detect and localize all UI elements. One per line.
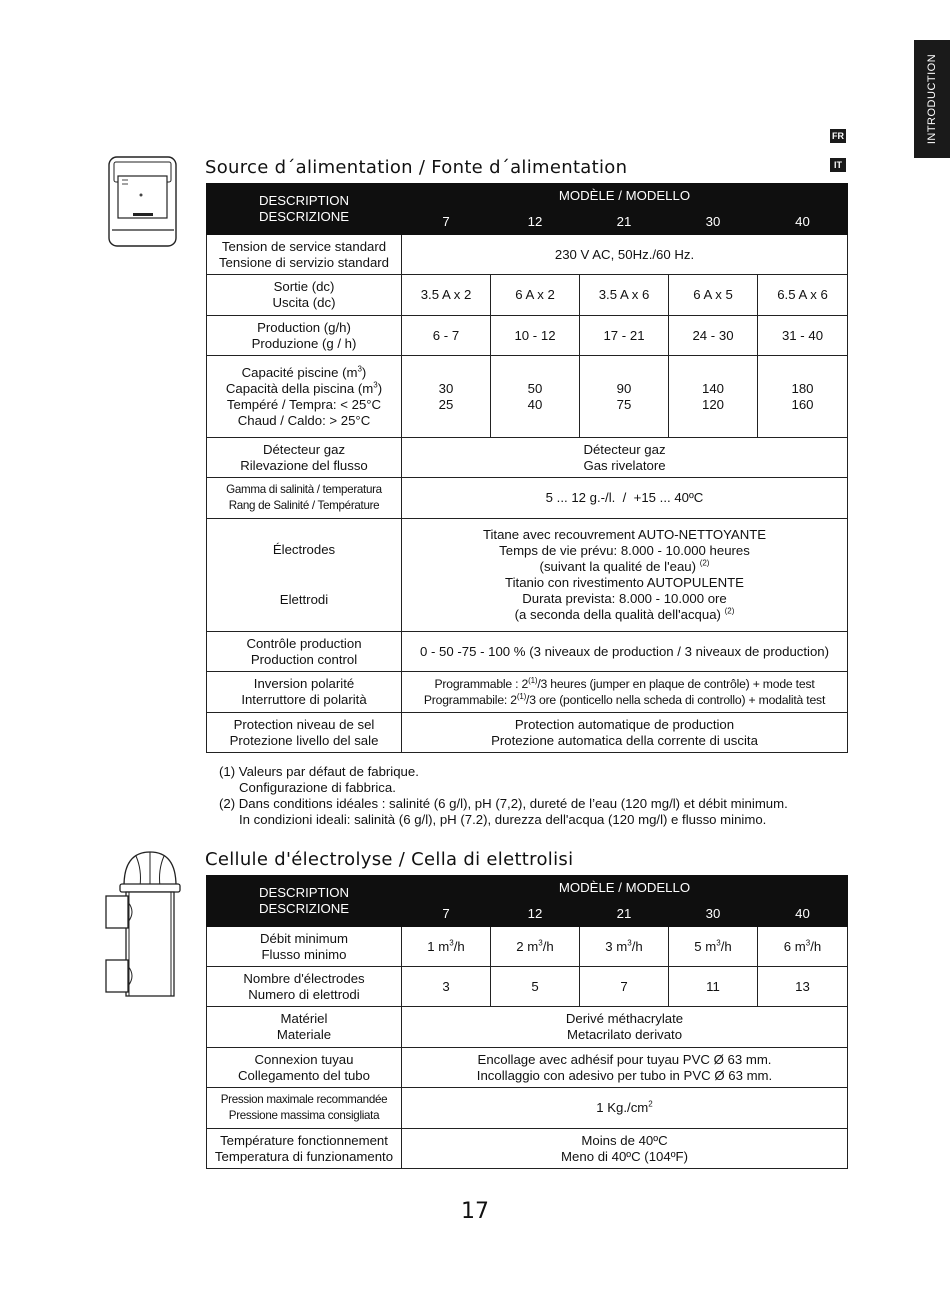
model-header: MODÈLE / MODELLO [402, 876, 848, 901]
model-40: 40 [758, 209, 848, 235]
electrolysis-cell-spec-table [206, 875, 848, 1169]
footnote-1: (1) Valeurs par défaut de fabrique. [219, 764, 419, 779]
power-supply-illustration [108, 156, 178, 248]
table-row: Température fonctionnement Temperatura di funzionamento Moins de 40ºC Meno di 40ºC (104ºF) [207, 1129, 848, 1169]
section1-title: Source d´alimentation / Fonte d´alimentation [205, 157, 628, 178]
table-row: Détecteur gaz Rilevazione del flusso Détecteur gaz Gas rivelatore [207, 438, 848, 478]
table-row: Inversion polarité Interruttore di polarità Programmable : 2$^{(1)}$/3 heures (jumper en plaque de contrôle) + mode test Programmabile: 2$^{(1)}$/3 ore (ponticello nella scheda di controllo) + modalità test [207, 672, 848, 713]
table-row: Électrodes Elettrodi Titane avec recouvrement AUTO-NETTOYANTE Temps de vie prévu: 8.000 - 10.000 heures (suivant la qualité de l'eau) $^{(2)}$ Titanio con rivestimento AUTOPULENTE Durata prevista: 8.000 - 10.000 ore (a seconda della qualità dell'acqua) $^{(2)}$ [207, 519, 848, 632]
footnote-2-it: In condizioni ideali: salinità (6 g/l), pH (7.2), durezza dell'acqua (120 mg/l) e flusso minimo. [239, 812, 767, 827]
model-21: 21 [580, 209, 669, 235]
table-row: Gamma di salinità / temperatura Rang de Salinité / Température 5 ... 12 g.-/l. / +15 ... 40ºC [207, 478, 848, 519]
table-row: Production (g/h) Produzione (g / h) 6 - 7 10 - 12 17 - 21 24 - 30 31 - 40 [207, 316, 848, 356]
table-row: Protection niveau de sel Protezione livello del sale Protection automatique de production Protezione automatica della corrente di uscita [207, 713, 848, 753]
desc-header: DESCRIPTION DESCRIZIONE [207, 876, 402, 927]
footnotes [219, 764, 788, 828]
model-30: 30 [669, 209, 758, 235]
table-row: Tension de service standard Tensione di servizio standard 230 V AC, 50Hz./60 Hz. [207, 235, 848, 275]
model-12: 12 [491, 209, 580, 235]
model-7: 7 [402, 901, 491, 927]
table-row: Connexion tuyau Collegamento del tubo Encollage avec adhésif pour tuyau PVC Ø 63 mm. Incollaggio con adesivo per tubo in PVC Ø 63 mm. [207, 1048, 848, 1088]
side-tab [914, 40, 950, 158]
table-row: Capacité piscine $(m^3)$ Capacità della piscina $(m^3)$ Tempéré / Tempra: < 25°C Chaud / Caldo: > 25°C 30 25 50 40 90 75 140 120 180 160 [207, 356, 848, 438]
table-row: Nombre d'électrodes Numero di elettrodi 3 5 7 11 13 [207, 967, 848, 1007]
model-12: 12 [491, 901, 580, 927]
model-7: 7 [402, 209, 491, 235]
power-supply-spec-table [206, 183, 848, 753]
lang-badge-it: IT [830, 158, 846, 172]
footnote-1-it: Configurazione di fabbrica. [239, 780, 396, 795]
cell-value: 230 V AC, 50Hz./60 Hz. [402, 235, 848, 275]
model-header: MODÈLE / MODELLO [402, 184, 848, 209]
table-row: Matériel Materiale Derivé méthacrylate Metacrilato derivato [207, 1007, 848, 1048]
table-row: Contrôle production Production control 0 - 50 -75 - 100 % (3 niveaux de production / 3 niveaux de production) [207, 632, 848, 672]
side-tab-label: INTRODUCTION [926, 53, 938, 145]
footnote-2: (2) Dans conditions idéales : salinité (6 g/l), pH (7,2), dureté de l’eau (120 mg/l) et débit minimum. [219, 796, 788, 811]
table-row: Débit minimum Flusso minimo 1 $m^3/h$ 2 $m^3/h$ 3 $m^3/h$ 5 $m^3/h$ 6 $m^3/h$ [207, 927, 848, 967]
model-40: 40 [758, 901, 848, 927]
page-number: 17 [461, 1199, 489, 1224]
desc-header: DESCRIPTION DESCRIZIONE [207, 184, 402, 235]
electrolysis-cell-illustration [104, 848, 186, 1000]
model-30: 30 [669, 901, 758, 927]
model-21: 21 [580, 901, 669, 927]
lang-badge-fr: FR [832, 131, 844, 141]
section2-title: Cellule d'électrolyse / Cella di elettrolisi [205, 849, 574, 870]
table-row: Pression maximale recommandée Pressione massima consigliata 1 $Kg./cm^2$ [207, 1088, 848, 1129]
table-row: Sortie (dc) Uscita (dc) 3.5 A x 2 6 A x 2 3.5 A x 6 6 A x 5 6.5 A x 6 [207, 275, 848, 316]
